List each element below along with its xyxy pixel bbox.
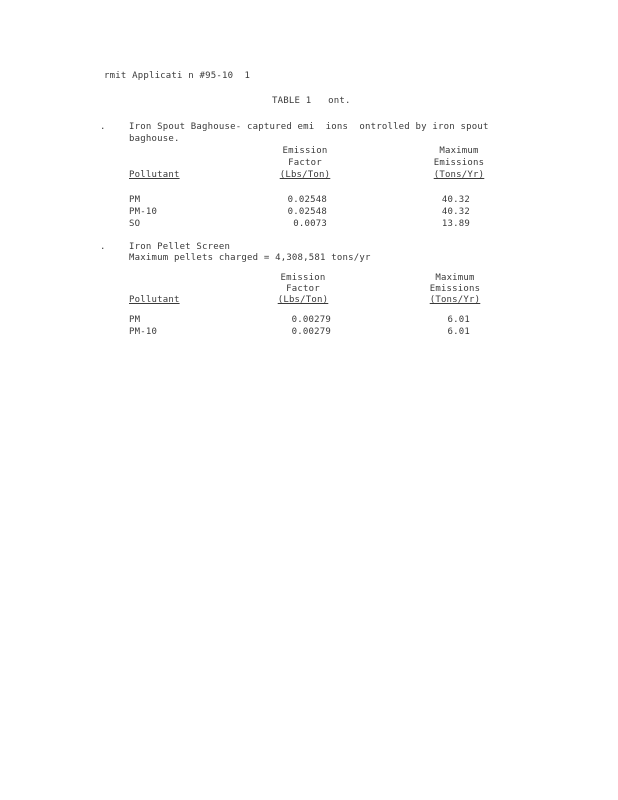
s1-row-factor: 0.02548 [287,195,327,205]
s1-row-factor: 0.0073 [293,219,327,229]
s2-row-max: 6.01 [447,315,470,325]
s2-header-emission: Emission [280,273,326,283]
s1-row-max: 40.32 [441,207,470,217]
s2-header-lbs-ton: (Lbs/Ton) [277,295,329,305]
section-1-title: Iron Spout Baghouse- captured emi ions ontrolled by iron spout [129,122,489,132]
s2-row-pollutant: PM-10 [129,327,158,337]
s1-header-pollutant: Pollutant [129,170,180,180]
s1-header-factor: Factor [288,158,322,168]
s1-header-tons-yr: (Tons/Yr) [433,170,485,180]
s1-row-pollutant: PM [129,195,141,205]
section-1-title-cont: baghouse. [129,134,180,144]
s1-row-max: 13.89 [441,219,470,229]
s2-header-emissions: Emissions [429,284,481,294]
s1-header-maximum: Maximum [439,146,479,156]
s2-row-factor: 0.00279 [291,315,331,325]
s1-header-emission: Emission [282,146,328,156]
s2-header-pollutant: Pollutant [129,295,180,305]
s2-header-tons-yr: (Tons/Yr) [429,295,481,305]
s2-header-maximum: Maximum [435,273,475,283]
section-2-title: Iron Pellet Screen [129,242,231,252]
section-2-subtitle: Maximum pellets charged = 4,308,581 tons/yr [129,253,371,263]
s2-row-pollutant: PM [129,315,141,325]
permit-application-header: rmit Applicati n #95-10 1 [104,71,251,81]
s1-row-pollutant: SO [129,219,141,229]
s2-header-factor: Factor [286,284,320,294]
section-2-bullet: . [100,242,106,252]
s2-row-factor: 0.00279 [291,327,331,337]
s1-row-pollutant: PM-10 [129,207,158,217]
s1-row-max: 40.32 [441,195,470,205]
s2-row-max: 6.01 [447,327,470,337]
s1-header-emissions: Emissions [433,158,485,168]
s1-header-lbs-ton: (Lbs/Ton) [279,170,331,180]
table-title: TABLE 1 ont. [272,96,351,106]
section-1-bullet: . [100,122,106,132]
s1-row-factor: 0.02548 [287,207,327,217]
